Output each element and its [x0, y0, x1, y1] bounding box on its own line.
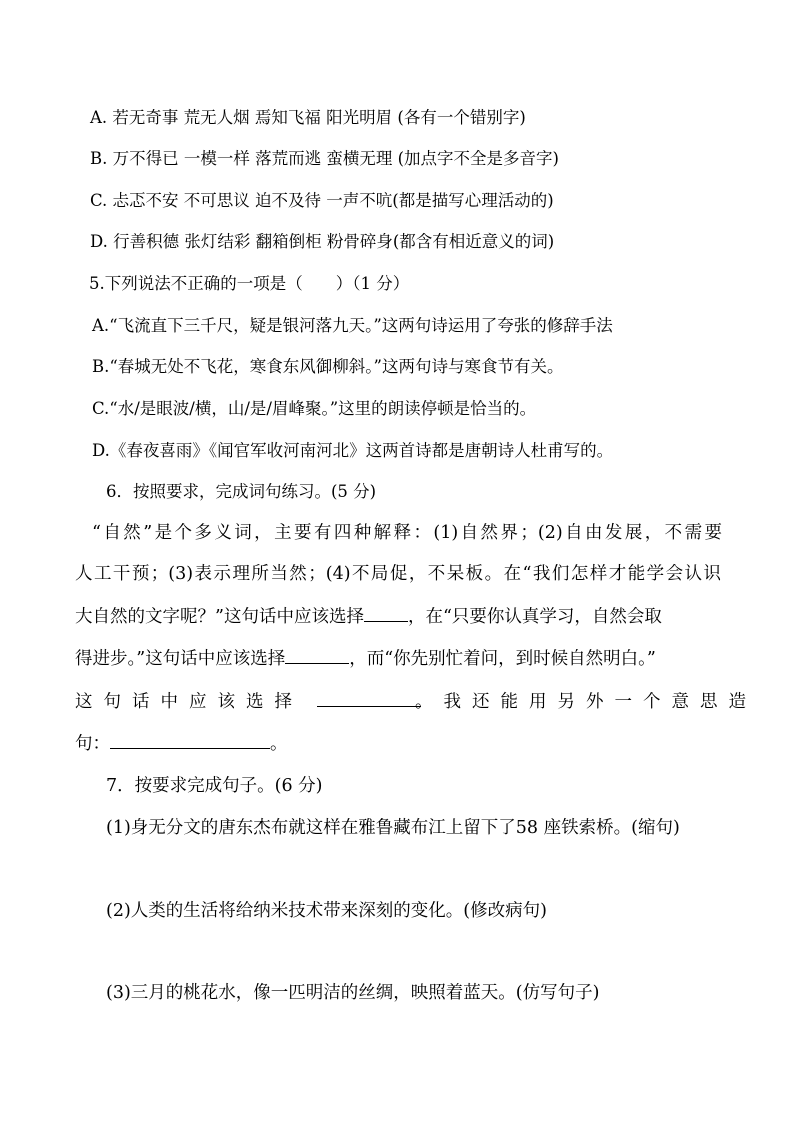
q5-stem: 5.下列说法不正确的一项是（ ）（1 分）	[89, 274, 410, 293]
q6-line	[75, 732, 721, 755]
q6-line: “自然”是个多义词，主要有四种解释：(1)自然界；(2)自由发展，不需要	[92, 523, 722, 543]
q6-text: ，在“只要你认真学习，自然会取	[407, 607, 662, 627]
q7-item-1: (1)身无分文的唐东杰布就这样在雅鲁藏布江上留下了58 座铁索桥。(缩句)	[106, 818, 680, 838]
q4-option-c: C. 忐忑不安 不可思议 迫不及待 一声不吭(都是描写心理活动的)	[90, 191, 554, 210]
q7-item-3: (3)三月的桃花水，像一匹明洁的丝绸，映照着蓝天。(仿写句子)	[106, 983, 600, 1003]
q4-option-a: A. 若无奇事 荒无人烟 焉知飞福 阳光明眉 (各有一个错别字)	[90, 108, 526, 127]
q4-option-d: D. 行善积德 张灯结彩 翻箱倒柜 粉骨碎身(都含有相近意义的词)	[90, 232, 555, 251]
q6-text: 大自然的文字呢？”这句话中应该选择	[75, 607, 364, 627]
q6-text: 句：	[75, 734, 110, 754]
q6-text: 。	[270, 734, 288, 754]
answer-blank-3[interactable]	[317, 690, 421, 707]
q6-text: ，而“你先别忙着问，到时候自然明白。”	[349, 649, 656, 669]
q5-option-b: B.“春城无处不飞花，寒食东风御柳斜。”这两句诗与寒食节有关。	[92, 357, 564, 376]
q6-line	[75, 605, 721, 628]
q5-option-a: A.“飞流直下三千尺，疑是银河落九天。”这两句诗运用了夸张的修辞手法	[92, 316, 613, 335]
q6-text: 得进步。”这句话中应该选择	[75, 649, 286, 669]
q5-option-d: D.《春夜喜雨》《闻官军收河南河北》这两首诗都是唐朝诗人杜甫写的。	[92, 441, 614, 460]
q5-option-c: C.“水/是眼波/横，山/是/眉峰聚。”这里的朗读停顿是恰当的。	[92, 399, 537, 418]
q6-stem: 6．按照要求，完成词句练习。(5 分)	[106, 482, 377, 501]
answer-blank-1[interactable]	[364, 605, 408, 622]
q6-text: 。我还能用另外一个意思造	[415, 692, 757, 712]
q6-text: 这句话中应该选择	[75, 692, 303, 712]
q6-line	[75, 647, 721, 670]
answer-blank-4[interactable]	[110, 732, 270, 749]
q6-line: 人工干预；(3)表示理所当然；(4)不局促，不呆板。在“我们怎样才能学会认识	[75, 564, 721, 584]
q6-line	[75, 690, 757, 713]
q4-option-b: B. 万不得已 一模一样 落荒而逃 蛮横无理 (加点字不全是多音字)	[90, 149, 559, 168]
q7-item-2: (2)人类的生活将给纳米技术带来深刻的变化。(修改病句)	[106, 901, 547, 921]
answer-blank-2[interactable]	[285, 647, 349, 664]
q7-stem: 7．按要求完成句子。(6 分)	[106, 776, 323, 796]
